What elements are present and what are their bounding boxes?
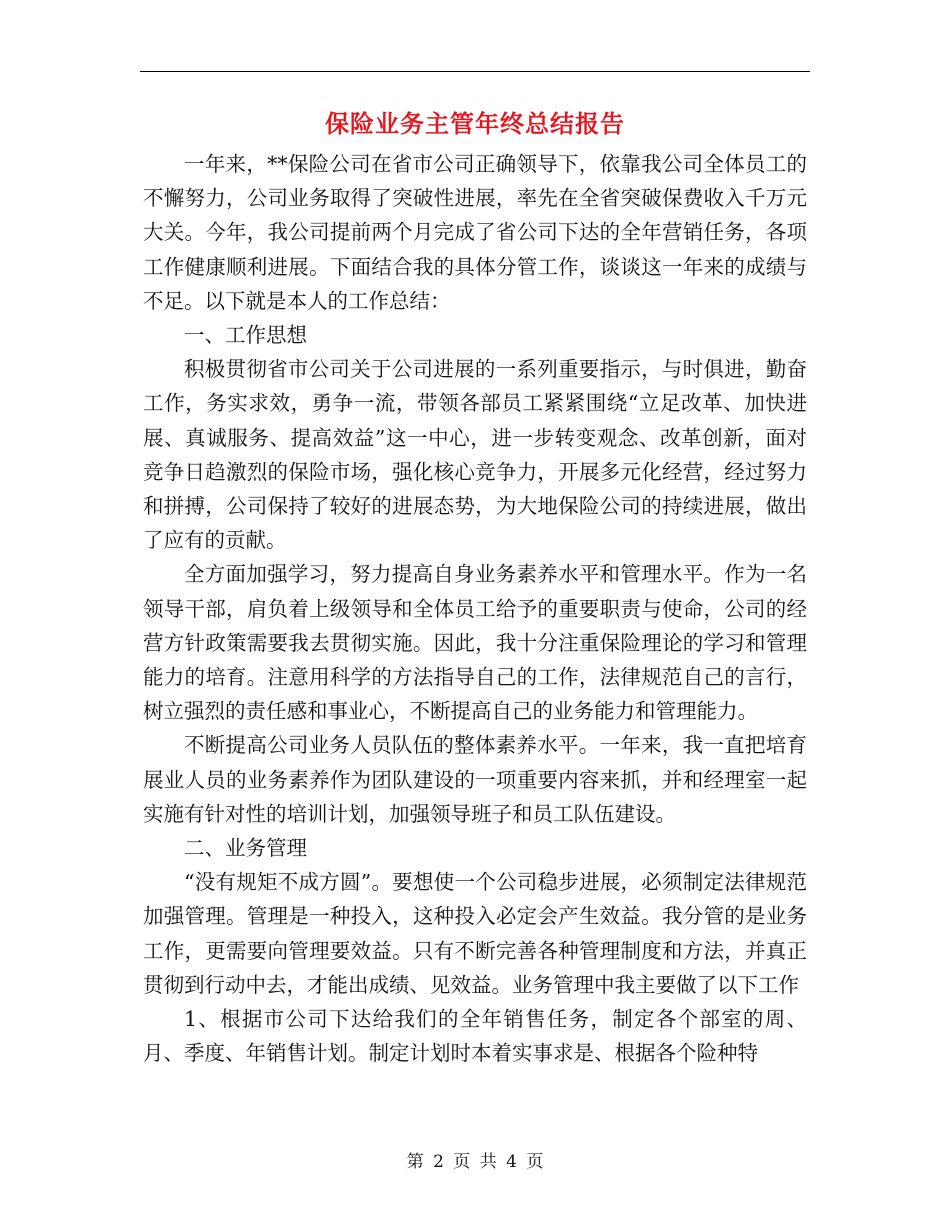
- document-body: [143, 147, 807, 1070]
- page-footer: 第 2 页 共 4 页: [406, 1152, 544, 1172]
- paragraph-study: 全方面加强学习，努力提高自身业务素养水平和管理水平。作为一名领导干部，肩负着上级领导和全体员工给予的重要职责与使命，公司的经营方针政策需要我去贯彻实施。因此，我十分注重保险理论的学习和管理能力的培育。注意用科学的方法指导自己的工作，法律规范自己的言行，树立强烈的责任感和事业心，不断提高自己的业务能力和管理能力。: [143, 562, 807, 724]
- paragraph-rules: “没有规矩不成方圆”。要想使一个公司稳步进展，必须制定法律规范加强管理。管理是一种投入，这种投入必定会产生效益。我分管的是业务工作，更需要向管理要效益。只有不断完善各种管理制度和方法，并真正贯彻到行动中去，才能出成绩、见效益。业务管理中我主要做了以下工作: [143, 870, 807, 997]
- section-heading-business-management: 二、业务管理: [184, 836, 307, 861]
- document-title: 保险业务主管年终总结报告: [325, 109, 625, 138]
- paragraph-intro: 一年来，**保险公司在省市公司正确领导下，依靠我公司全体员工的不懈努力，公司业务取得了突破性进展，率先在全省突破保费收入千万元大关。今年，我公司提前两个月完成了省公司下达的全年营销任务，各项工作健康顺利进展。下面结合我的具体分管工作，谈谈这一年来的成绩与不足。以下就是本人的工作总结：: [143, 152, 807, 313]
- header-rule: [140, 71, 810, 72]
- paragraph-item-1: 1、根据市公司下达给我们的全年销售任务，制定各个部室的周、月、季度、年销售计划。制定计划时本着实事求是、根据各个险种特: [143, 1007, 807, 1066]
- paragraph-team: 不断提高公司业务人员队伍的整体素养水平。一年来，我一直把培育展业人员的业务素养作为团队建设的一项重要内容来抓，并和经理室一起实施有针对性的培训计划，加强领导班子和员工队伍建设。: [143, 733, 807, 826]
- paragraph-work-thinking: 积极贯彻省市公司关于公司进展的一系列重要指示，与时俱进，勤奋工作，务实求效，勇争一流，带领各部员工紧紧围绕“立足改革、加快进展、真诚服务、提高效益”这一中心，进一步转变观念、改革创新，面对竞争日趋激烈的保险市场，强化核心竞争力，开展多元化经营，经过努力和拼搏，公司保持了较好的进展态势，为大地保险公司的持续进展，做出了应有的贡献。: [143, 357, 807, 553]
- section-heading-work-thinking: 一、工作思想: [184, 323, 307, 348]
